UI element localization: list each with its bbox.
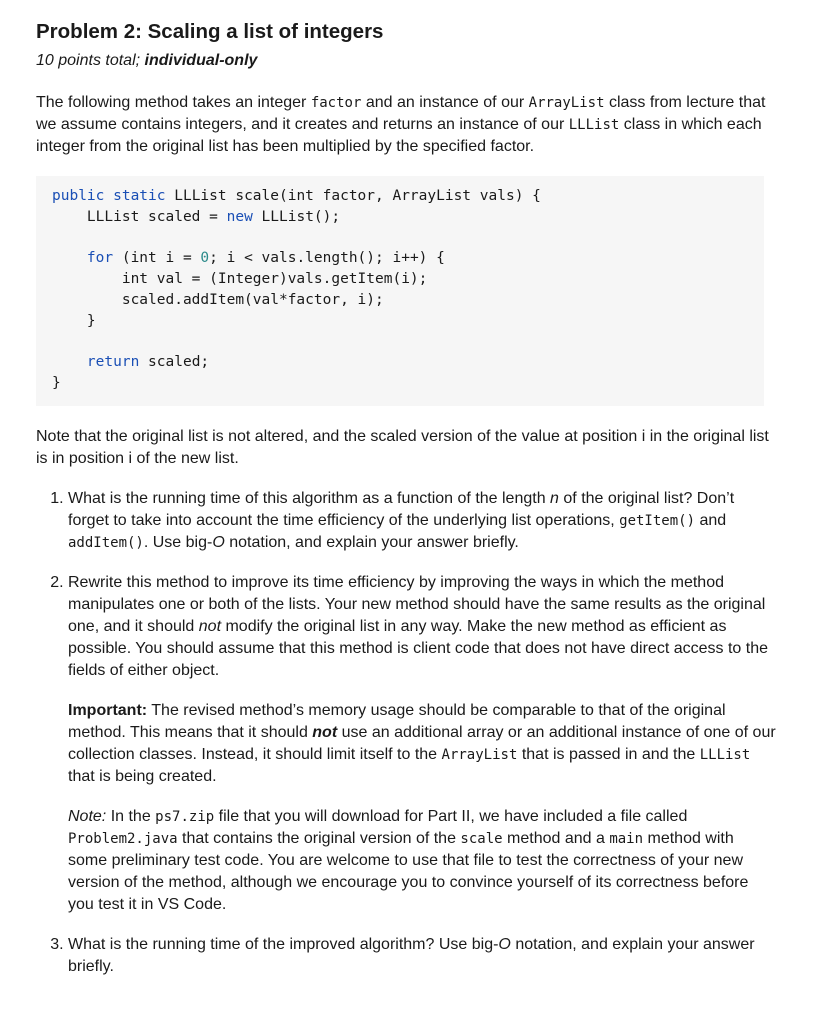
q2-important-paragraph (68, 700, 776, 788)
q1-text: of the original list? Don’t forget to take into account the time efficiency of the underlying list operations, (68, 489, 735, 529)
code-keyword: new (226, 208, 253, 225)
question-1 (68, 488, 776, 554)
q1-text: What is the running time of this algorithm as a function of the length (68, 489, 551, 507)
code-text: int val = (Integer)vals.getItem(i); (52, 271, 428, 288)
code-text: } (52, 312, 96, 329)
inline-code: LLList (568, 117, 620, 133)
inline-code: main (609, 830, 644, 847)
problem-document (36, 18, 776, 996)
inline-code: scale (460, 830, 503, 847)
inline-code: getItem() (619, 512, 695, 529)
q2-note-paragraph (68, 806, 776, 916)
q1-text: notation, and explain your answer briefly. (224, 533, 519, 551)
q3-o: O (498, 935, 511, 953)
code-text: (int i = (113, 250, 201, 267)
intro-text: The following method takes an integer (36, 94, 311, 111)
q2-not: not (198, 617, 222, 635)
q2-important-not: not (312, 723, 338, 741)
code-keyword: public static (52, 188, 166, 204)
q2-text: method with some preliminary test code. You are welcome to use that file to test the correctness of your new version of the method, although we encourage you to convince yourself of its correctness before you test it in VS Code. (68, 829, 749, 913)
problem-subtitle (36, 50, 776, 72)
code-text: scaled; (139, 354, 210, 371)
intro-text: class from lecture that we assume contains integers, and it creates and returns an instance of our (36, 94, 766, 133)
q2-text: The revised method’s memory usage should be comparable to that of the original method. This means that it should (68, 701, 726, 741)
inline-code: ps7.zip (155, 808, 215, 825)
q2-text: modify the original list in any way. Make the new method as efficient as possible. You should assume that this method is client code that does not have direct access to the fields of either object. (68, 617, 768, 679)
inline-code: ArrayList (528, 95, 605, 111)
code-text: ; i < vals.length(); i++) { (209, 250, 445, 267)
code-keyword: for (52, 250, 114, 267)
code-keyword: return (52, 354, 140, 371)
q1-text: . Use big- (143, 533, 213, 551)
problem-title: Problem 2: Scaling a list of integers (36, 20, 384, 43)
points-text: 10 points total; (36, 52, 145, 69)
code-number: 0 (200, 250, 210, 267)
code-text: } (52, 375, 61, 392)
q3-text: notation, and explain your answer briefly. (68, 935, 755, 975)
intro-text: class in which each integer from the original list has been multiplied by the specified factor. (36, 116, 762, 155)
code-text: LLList scale(int factor, ArrayList vals) { (165, 188, 541, 204)
q1-o: O (212, 533, 225, 551)
code-text: scaled.addItem(val*factor, i); (52, 291, 384, 308)
question-3 (68, 934, 776, 978)
note-label: Note: (68, 807, 107, 825)
inline-code: LLList (699, 746, 751, 763)
individual-only-text: individual-only (144, 52, 258, 69)
inline-code: ArrayList (441, 746, 518, 763)
q2-text: Rewrite this method to improve its time efficiency by improving the ways in which the method manipulates one or both of the lists. Your new method should have the same results as the original one, and it should (68, 573, 766, 635)
note-paragraph: Note that the original list is not altered, and the scaled version of the value at position i in the original list is in position i of the new list. (36, 427, 769, 467)
q2-text: that is being created. (68, 767, 217, 785)
q2-text: that is passed in and the (517, 745, 700, 763)
code-text: LLList(); (252, 208, 341, 225)
q2-text: file that you will download for Part II, we have included a file called (214, 807, 688, 825)
q1-text: and (695, 511, 727, 529)
q1-n: n (550, 489, 559, 507)
question-2 (68, 572, 776, 916)
q3-text: What is the running time of the improved algorithm? Use big- (68, 935, 499, 953)
q2-text: that contains the original version of the (177, 829, 461, 847)
q2-main-paragraph (68, 572, 776, 682)
code-block (36, 176, 764, 406)
q2-text: method and a (502, 829, 610, 847)
important-label: Important: (68, 701, 148, 719)
intro-text: and an instance of our (361, 94, 529, 111)
question-list (36, 488, 776, 978)
inline-code: factor (310, 95, 362, 111)
q2-text: In the (106, 807, 156, 825)
q2-text: use an additional array or an additional instance of one of our collection classes. Instead, it should limit itself to the (68, 723, 776, 763)
inline-code: Problem2.java (68, 830, 178, 847)
code-text: LLList scaled = (52, 208, 227, 225)
intro-paragraph (36, 92, 776, 158)
inline-code: addItem() (68, 534, 144, 551)
